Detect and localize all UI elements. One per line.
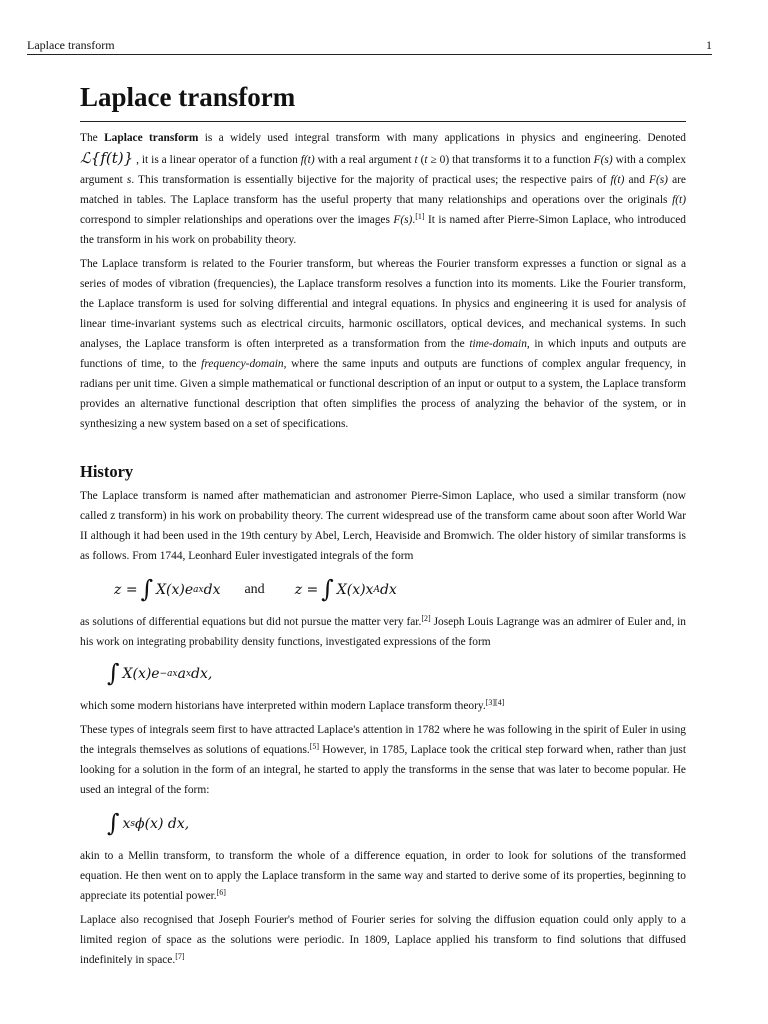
citation-link[interactable]: [5]	[309, 742, 320, 751]
history-paragraph-4: These types of integrals seem first to have attracted Laplace's attention in 1782 where he was following in the spirit of Euler in using the integrals themselves as solutions of equations.[5] However, in 1785, Laplace took the critical step forward when, rather than just looking for a solution in the form of an integral, he started to apply the transforms in the sense that was later to become popular. He used an integral of the form:	[80, 724, 686, 796]
citation-link[interactable]: [6]	[216, 888, 226, 897]
laplace-operator-formula: ℒ{f(t)}	[80, 149, 134, 167]
integral-sign: ∫	[140, 575, 154, 603]
formula-conjunction: and	[244, 582, 265, 597]
intro-paragraph: The Laplace transform is a widely used integral transform with many applications in physics and engineering. Denoted ℒ{f(t)} , it is a linear operator of a function f(t) with a real argument t (t ≥ 0) that transforms it to a function F(s) with a complex argument s. This transformation is essentially bijective for the majority of practical uses; the respective pairs of f(t) and F(s) are matched in tables. The Laplace transform has the useful property that many relationships and operations over the originals f(t) correspond to simpler relationships and operations over the images F(s).[1] It is named after Pierre-Simon Laplace, who introduced the transform in his work on probability theory.	[80, 132, 687, 246]
history-paragraph-2: as solutions of differential equations but did not pursue the matter very far.[2] Joseph Louis Lagrange was an admirer of Euler and, in his work on integrating probability density functions, investigated expressions of the form	[80, 614, 686, 648]
history-paragraph-3: which some modern historians have interpreted within modern Laplace transform theory.[3][4]	[80, 698, 505, 712]
running-header	[27, 38, 712, 55]
term-laplace-transform: Laplace transform	[104, 132, 199, 144]
citation-link[interactable]: [7]	[175, 952, 185, 961]
citation-link[interactable]: [2]	[421, 614, 431, 623]
integral-sign: ∫	[107, 659, 120, 687]
page-title: Laplace transform	[80, 72, 686, 122]
fourier-comparison-paragraph: The Laplace transform is related to the Fourier transform, but whereas the Fourier transform expresses a function or signal as a series of modes of vibration (frequencies), the Laplace transform resolves a function into its moments. Like the Fourier transform, the Laplace transform is used for solving differential and integral equations. In physics and engineering it is used for analysis of linear time-invariant systems such as electrical circuits, harmonic oscillators, optical devices, and mechanical systems. In such analyses, the Laplace transform is often interpreted as a transformation from the time-domain, in which inputs and outputs are functions of time, to the frequency-domain, where the same inputs and outputs are functions of complex angular frequency, in radians per unit time. Given a simple mathematical or functional description of an input or output to a system, the Laplace transform provides an alternative functional description that often simplifies the process of analyzing the behavior of the system, or in synthesizing a new system based on a set of specifications.	[80, 258, 686, 430]
history-paragraph-5: akin to a Mellin transform, to transform the whole of a difference equation, in order to look for solutions of the transformed equation. He then went on to apply the Laplace transform in the same way and started to derive some of its properties, beginning to appreciate its potential power.[6]	[80, 850, 686, 902]
lagrange-integral-formula: ∫ X(x)e −ax a x dx,	[107, 659, 213, 687]
euler-integrals-formula: z = ∫ X(x)e ax dx and z = ∫ X(x)x A dx	[114, 575, 397, 603]
page-number: 1	[706, 38, 712, 52]
integral-sign: ∫	[321, 575, 334, 603]
history-paragraph-6: Laplace also recognised that Joseph Fourier's method of Fourier series for solving the diffusion equation could only apply to a limited region of space as the solutions were periodic. In 1809, Laplace applied his transform to find solutions that diffused indefinitely in space.[7]	[80, 914, 686, 966]
citation-link[interactable]: [1]	[415, 212, 425, 221]
article-body	[80, 72, 686, 970]
integral-sign: ∫	[107, 809, 120, 837]
history-paragraph-1: The Laplace transform is named after mathematician and astronomer Pierre-Simon Laplace, who used a similar transform (now called z transform) in his work on probability theory. The current widespread use of the transform came about soon after World War II although it had been used in the 19th century by Abel, Lerch, Heaviside and Bromwich. The older history of similar transforms is as follows. From 1744, Leonhard Euler investigated integrals of the form	[80, 490, 686, 562]
citation-link[interactable]: [3][4]	[485, 698, 505, 707]
running-title: Laplace transform	[27, 38, 115, 52]
laplace-integral-formula: ∫ x s ϕ(x) dx,	[107, 809, 190, 837]
section-heading-history: History	[80, 462, 134, 481]
